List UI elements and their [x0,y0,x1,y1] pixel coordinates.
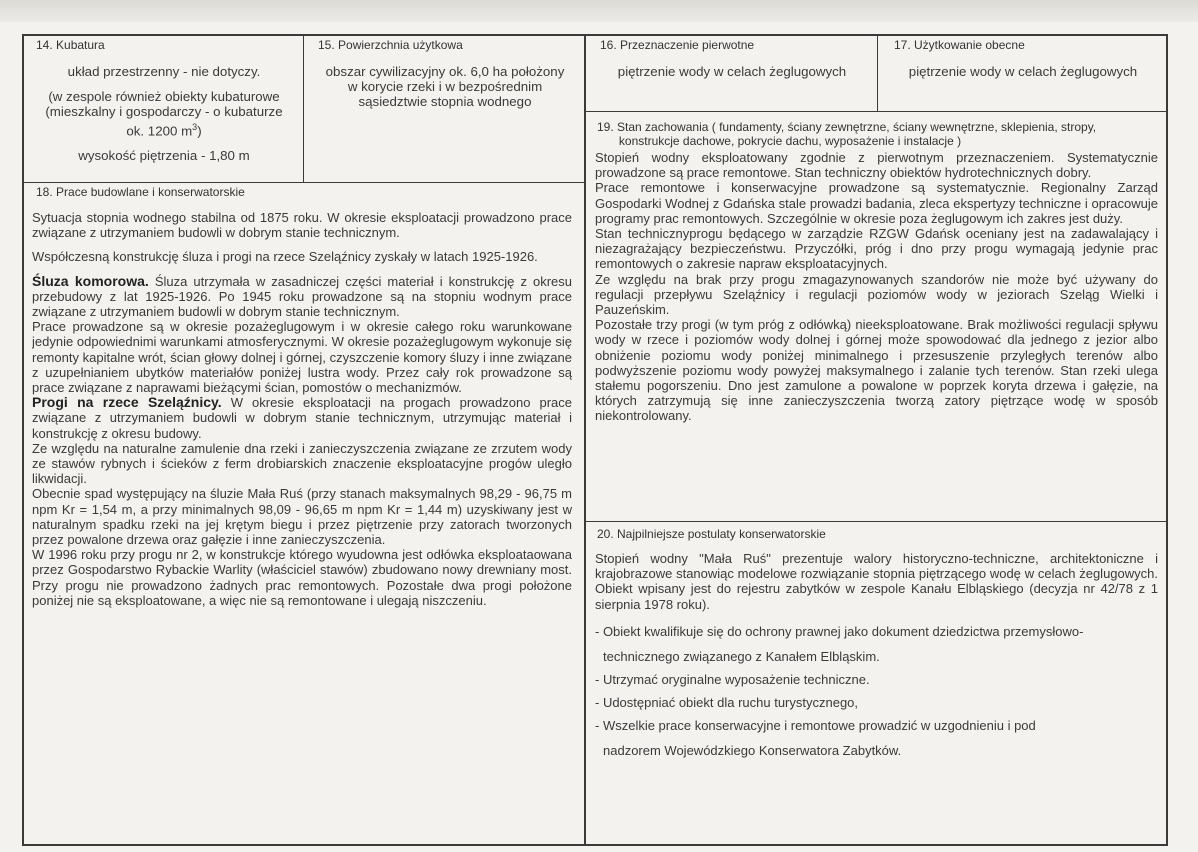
sluza-heading: Śluza komorowa. [32,272,149,289]
rule-right [1166,34,1168,846]
section-19-paragraph: Stan technicznyprogu będącego w zarządzie RZGW Gdańsk oceniany jest na zadawalający i niezagrażający bezpieczeństwu. Przyczółki, próg i dno przy progu wymagają jedynie prac remontowych o zakresie napraw eksploatacyjnych. [595,226,1158,272]
section-15-powierzchnia [308,38,582,180]
section-14-kubatura [28,38,300,180]
rule-14-15 [303,34,304,182]
section-14-line: (mieszkalny i gospodarczy - o kubaturze [45,104,283,120]
rule-16-17 [877,34,878,111]
section-17-label: 17. Użytkowanie obecne [894,38,1025,52]
rule-left [22,34,24,846]
section-14-volume: ok. 1200 $m^3$) [126,121,202,139]
section-19-label: 19. Stan zachowania ( fundamenty, ściany zewnętrzne, ściany wewnętrzne, sklepienia, stropy, konstrukcje dachowe, pokrycie dachu, wyposażenie i instalacje ) [597,120,1097,148]
section-14-line: (w zespole również obiekty kubaturowe [48,89,280,105]
postulat-item: - Udostępniać obiekt dla ruchu turystycznego, [595,694,859,710]
section-15-line: w korycie rzeki i w bezpośrednim [347,79,543,95]
postulat-item: - Wszelkie prace konserwacyjne i remontowe prowadzić w uzgodnieniu i pod [595,717,1036,733]
section-19-paragraph: Stopień wodny eksploatowany zgodnie z pierwotnym przeznaczeniem. Systematycznie prowadzone są prace remontowe. Stan techniczny obiektów hydrotechnicznych dobry. [595,150,1158,181]
section-16-label: 16. Przeznaczenie pierwotne [600,38,755,52]
section-19-paragraph: Pozostałe trzy progi (w tym próg z odłówką) nieeksploatowane. Brak możliwości regulacji spływu wody w rzece i poziomów wody dolnej i górnej może spowodować dla jednego z jezior albo obniżenie poziomu wody poniżej minimalnego i przesuszenie przyległych terenów albo podwyższenie poziomu wody powyżej maksymalnego i zalanie tych terenów. Stan rzeki ulega stałemu pogorszeniu. Dno jest zamulone a powalone w poprzek koryta drzewa i gałęzie, na których zatrzymują się inne zanieczyszczenia tworzą zatory piętrzące wodę w sposób niekontrolowany. [595,317,1158,424]
section-18-paragraph: Prace prowadzone są w okresie pozażeglugowym i w okresie całego roku warunkowane jedynie odpowiednimi warunkami atmosferycznymi. W okresie pozażeglugowym wykonuje się remonty kapitalne wrót, ścian głowy dolnej i górnej, czyszczenie komory śluzy i inne związane z uzupełnianiem ubytków materiałów poniżej lustra wody. Przez cały rok prowadzone są prace związane z naprawami bieżącymi ścian, pomostów o mechanizmów. [32,319,572,396]
section-17-value: piętrzenie wody w celach żeglugowych [908,64,1138,79]
section-17-uzytkowanie [882,38,1164,108]
rule-right-top [585,111,1167,112]
section-18-label: 18. Prace budowlane i konserwatorskie [36,185,245,199]
section-14-label: 14. Kubatura [36,38,105,52]
section-15-label: 15. Powierzchnia użytkowa [318,38,463,52]
section-18-paragraph: W 1996 roku przy progu nr 2, w konstrukcje którego wyudowna jest odłówka eksploataowana przez Gospodarstwo Rybackie Warlity (właściciel stawów) zbudowano nowy drewniany most. Przy progu nie prowadzono żadnych prac remontowych. Pozostałe dwa progi położone poniżej nie są eksploatowane, a więc nie są remontowane i ulegają niszczeniu. [32,547,572,608]
section-15-line: sąsiedztwie stopnia wodnego [358,94,532,110]
section-20-postulaty [595,527,1158,839]
section-20-label: 20. Najpilniejsze postulaty konserwatorskie [597,527,826,541]
section-18-progi: Progi na rzece Szeląźnicy. W okresie eksploatacji na progach prowadzono prace związane z utrzymaniem budowli w dobrym stanie technicznym, utrzymując materiał i konstrukcję z okresu budowy. [32,394,572,441]
rule-right-mid [585,521,1167,522]
scan-top-band [0,0,1198,22]
section-19-paragraph: Ze względu na brak przy progu zmagazynowanych szandorów nie może być używany do regulacji przepływu Szeląźnicy i regulacji poziomów wody w jeziorach Szeląg Wielki i Pauzeńskim. [595,271,1158,318]
section-18-paragraph: Sytuacja stopnia wodnego stabilna od 1875 roku. W okresie eksploatacji prowadzono prace związane z utrzymaniem budowli w dobrym stanie technicznym. [32,210,572,241]
postulat-item: - Obiekt kwalifikuje się do ochrony prawnej jako dokument dziedzictwa przemysłowo- [595,623,1084,639]
section-16-value: piętrzenie wody w celach żeglugowych [617,64,847,79]
rule-bottom [22,844,1168,846]
progi-heading: Progi na rzece Szeląźnicy. [32,394,222,411]
section-18-paragraph: Obecnie spad występujący na śluzie Mała Ruś (przy stanach maksymalnych 98,29 - 96,75 m npm Kr = 1,54 m, a przy minimalnych 98,09 - 96,65 m npm Kr = 1,44 m) uzyskiwany jest w naturalnym spadku rzeki na jej krętym biegu i przez piętrzenie przy zatorach tworzonych przez powalone drzewa oraz gałęzie i inne zanieczyszczenia. [32,486,572,548]
section-14-line: wysokość piętrzenia - 1,80 m [78,148,250,164]
postulat-item: technicznego związanego z Kanałem Elbląskim. [603,648,880,664]
section-18-paragraph: Współczesną konstrukcję śluza i progi na rzece Szeląźnicy zyskały w latach 1925-1926. [32,249,538,265]
section-18-prace [32,185,572,835]
rule-center [584,34,586,846]
section-19-paragraph: Prace remontowe i konserwacyjne prowadzone są systematycznie. Regionalny Zarząd Gospodarki Wodnej z Gdańska stale prowadzi badania, zleca ekspertyzy techniczne i opracowuje programy prac remontowych. Szczególnie w okresie poza żeglugowym ich zakres jest duży. [595,180,1158,226]
postulat-item: - Utrzymać oryginalne wyposażenie techniczne. [595,671,870,687]
section-19-stan-zachowania [595,120,1158,518]
section-20-intro: Stopień wodny "Mała Ruś" prezentuje walory historyczno-techniczne, architektoniczne i krajobrazowe stanowiąc modelowe rozwiązanie stopnia piętrzącego wodę w celach żeglugowych. Obiekt wpisany jest do rejestru zabytków w zespole Kanału Elbląskiego (decyzja nr 42/78 z 1 sierpnia 1978 roku). [595,551,1158,612]
postulat-item: nadzorem Wojewódzkiego Konserwatora Zabytków. [603,742,902,758]
section-14-line: układ przestrzenny - nie dotyczy. [67,64,261,79]
section-16-przeznaczenie [590,38,874,108]
rule-top [22,34,1168,36]
section-15-line: obszar cywilizacyjny ok. 6,0 ha położony [325,64,565,79]
rule-left-mid [22,182,585,183]
section-18-sluza: Śluza komorowa. Śluza utrzymała w zasadniczej części materiał i konstrukcję z okresu przebudowy z lat 1925-1926. Po 1945 roku prowadzone są na stopniu wodnym prace związane z utrzymaniem budowli w dobrym stanie technicznym. [32,272,572,320]
section-18-paragraph: Ze względu na naturalne zamulenie dna rzeki i zanieczyszczenia związane ze zrzutem wody ze stawów rybnych i ścieków z ferm drobiarskich znaczenie eksploatacyjne progów uległo likwidacji. [32,440,572,487]
